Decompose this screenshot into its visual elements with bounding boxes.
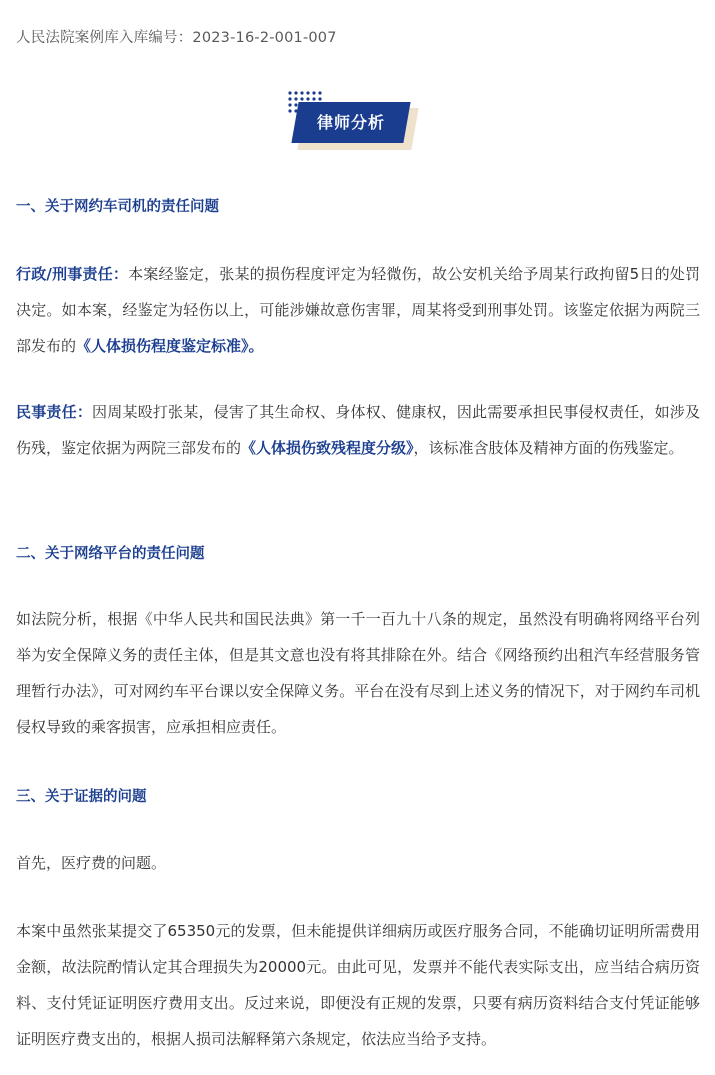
section-heading-1: 一、关于网约车司机的责任问题 bbox=[16, 199, 219, 215]
paragraph-medical-fee-intro: 首先，医疗费的问题。 bbox=[16, 854, 167, 872]
label-admin-criminal: 行政/刑事责任： bbox=[16, 265, 129, 283]
section-title-banner bbox=[285, 90, 420, 152]
section-heading-3: 三、关于证据的问题 bbox=[16, 789, 147, 805]
paragraph-text: 本案经鉴定，张某的损伤程度评定为轻微伤，故公安机关给予周某行政拘留5日的处罚决定。如本案，经鉴定为轻伤以上，可能涉嫌故意伤害罪，周某将受到刑事处罚。该鉴定依据为两院三部发布的 bbox=[16, 265, 700, 355]
paragraph-platform-liability: 如法院分析，根据《中华人民共和国民法典》第一千一百九十八条的规定，虽然没有明确将网络平台列举为安全保障义务的责任主体，但是其文意也没有将其排除在外。结合《网络预约出租汽车经营服务管理暂行办法》，可对网约车平台课以安全保障义务。平台在没有尽到上述义务的情况下，对于网约车司机侵权导致的乘客损害，应承担相应责任。 bbox=[16, 610, 700, 736]
paragraph-evidence-analysis: 本案中虽然张某提交了65350元的发票，但未能提供详细病历或医疗服务合同，不能确切证明所需费用金额，故法院酌情认定其合理损失为20000元。由此可见，发票并不能代表实际支出，应当结合病历资料、支付凭证证明医疗费用支出。反过来说，即便没有正规的发票，只要有病历资料结合支付凭证能够证明医疗费支出的，根据人损司法解释第六条规定，依法应当给予支持。 bbox=[16, 922, 700, 1048]
paragraph-text: 因周某殴打张某，侵害了其生命权、身体权、健康权，因此需要承担民事侵权责任，如涉及伤残，鉴定依据为两院三部发布的 bbox=[16, 403, 700, 457]
paragraph-admin-criminal-liability bbox=[16, 256, 700, 364]
section-heading-2: 二、关于网络平台的责任问题 bbox=[16, 546, 205, 562]
case-number: 人民法院案例库入库编号：2023-16-2-001-007 bbox=[16, 30, 337, 46]
highlight-disability-standard: 《人体损伤致残程度分级》 bbox=[241, 439, 414, 457]
highlight-injury-standard: 《人体损伤程度鉴定标准》。 bbox=[76, 337, 264, 355]
paragraph-text: ，该标准含肢体及精神方面的伤残鉴定。 bbox=[413, 439, 684, 457]
label-civil: 民事责任： bbox=[16, 403, 93, 421]
paragraph-civil-liability bbox=[16, 394, 700, 466]
page-title: 律师分析 bbox=[316, 113, 385, 132]
